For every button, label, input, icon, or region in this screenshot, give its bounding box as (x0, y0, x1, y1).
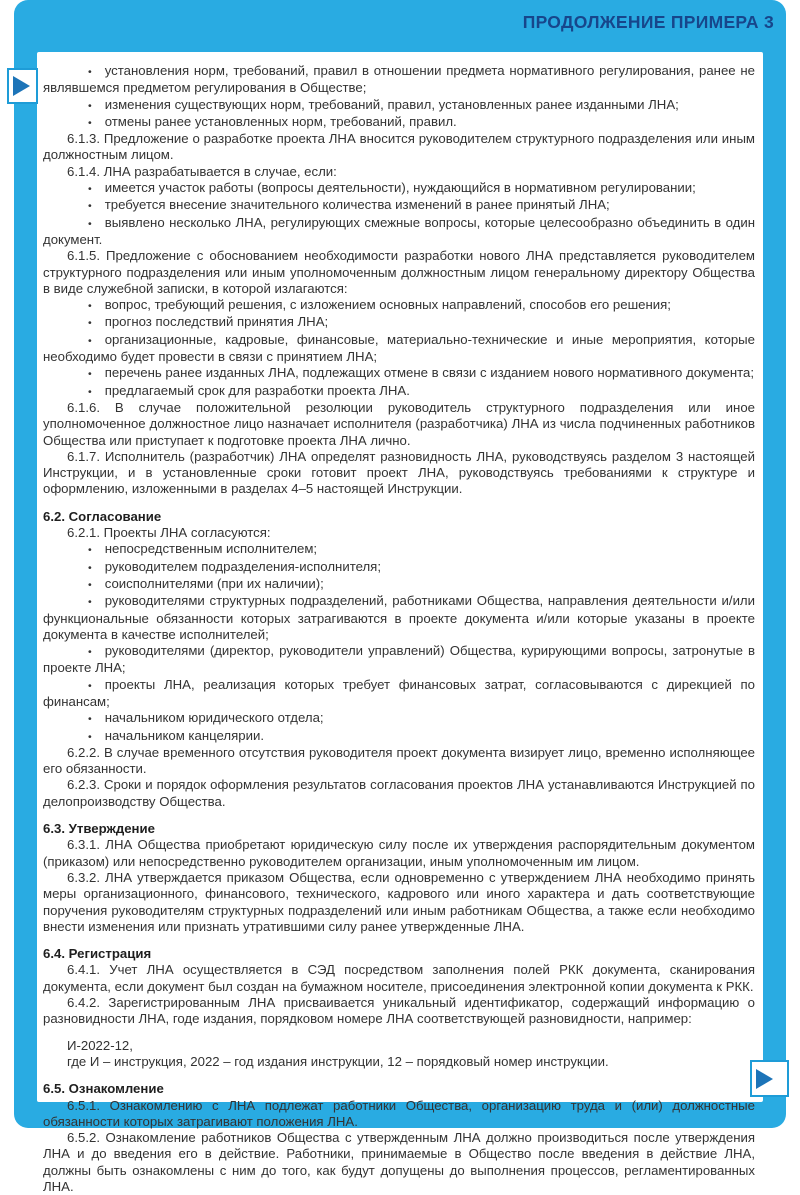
paragraph: 6.3.2. ЛНА утверждается приказом Общества, если одновременно с утверждением ЛНА необходимо принять меры организационного, финансового, технического, кадрового или иного характера и дать соответствующие поручения руководителям структурных подразделений или иным работникам Общества, а также если необходимо внести изменения или признать утратившими силу ранее утвержденные ЛНА. (43, 869, 755, 934)
paragraph: 6.3.1. ЛНА Общества приобретают юридическую силу после их утверждения распорядительным документом (приказом) или непосредственно руководителем организации, иным уполномоченным им лицом. (43, 837, 755, 869)
page-frame (14, 0, 786, 1194)
section-heading: 6.2. Согласование (43, 508, 162, 524)
continuation-marker-right (750, 1060, 789, 1097)
bullet-list-item: • установления норм, требований, правил в отношении предмета нормативного регулирования, ранее не являвшемся предметом регулирования в Обществе; (43, 63, 755, 97)
paragraph: 6.1.6. В случае положительной резолюции руководитель структурного подразделения или иное уполномоченное должностное лицо назначает исполнителя (разработчика) ЛНА из числа подчиненных работников Общества или приступает к подготовке проекта ЛНА лично. (43, 399, 755, 448)
paragraph: 6.2.1. Проекты ЛНА согласуются: (67, 525, 271, 541)
example-line: где И – инструкция, 2022 – год издания инструкции, 12 – порядковый номер инструкции. (67, 1053, 609, 1069)
section-heading: 6.4. Регистрация (43, 946, 152, 962)
bullet-list-item: • выявлено несколько ЛНА, регулирующих смежные вопросы, которые целесообразно объединить в один документ. (43, 215, 755, 249)
bullet-list-item: • предлагаемый срок для разработки проекта ЛНА. (43, 383, 755, 400)
bullet-list-item: • руководителем подразделения-исполнителя; (43, 559, 755, 576)
document-card (37, 52, 763, 1194)
paragraph: 6.1.7. Исполнитель (разработчик) ЛНА определят разновидность ЛНА, руководствуясь разделом 3 настоящей Инструкции, и в установленные сроки готовит проект ЛНА, руководствуясь требованиями к структуре и оформлению, изложенными в разделах 4–5 настоящей Инструкции. (43, 448, 755, 497)
bullet-list-item: • требуется внесение значительного количества изменений в ранее принятый ЛНА; (43, 197, 755, 214)
bullet-list-item: • начальником юридического отдела; (43, 710, 755, 727)
paragraph: 6.1.5. Предложение с обоснованием необходимости разработки нового ЛНА представляется руководителем структурного подразделения или иным уполномоченным должностным лицом генеральному директору Общества в виде служебной записки, в которой излагаются: (43, 248, 755, 296)
example-line: И-2022-12, (67, 1037, 133, 1053)
bullet-list-item: • отмены ранее установленных норм, требований, правил. (43, 114, 755, 131)
bullet-list-item: • имеется участок работы (вопросы деятельности), нуждающийся в нормативном регулировании; (43, 180, 755, 197)
paragraph: 6.4.2. Зарегистрированным ЛНА присваивается уникальный идентификатор, содержащий информацию о разновидности ЛНА, годе издания, порядковом номере ЛНА соответствующей разновидности, например: (43, 995, 755, 1027)
paragraph: 6.4.1. Учет ЛНА осуществляется в СЭД посредством заполнения полей РКК документа, сканирования документа, если документ был создан на бумажном носителе, присоединения электронной копии документа к РКК. (43, 962, 755, 994)
paragraph: 6.1.3. Предложение о разработке проекта ЛНА вносится руководителем структурного подразделения или иным должностным лицом. (43, 131, 755, 163)
section-heading: 6.5. Ознакомление (43, 1081, 164, 1097)
bullet-list-item: • руководителями (директор, руководители управлений) Общества, курирующими вопросы, затронутые в проекте ЛНА; (43, 643, 755, 677)
continuation-marker-left (7, 68, 38, 104)
example-identifier-block (43, 1038, 755, 1071)
page-header-label: ПРОДОЛЖЕНИЕ ПРИМЕРА 3 (522, 12, 774, 32)
bullet-list-item: • проекты ЛНА, реализация которых требует финансовых затрат, согласовываются с дирекцией по финансам; (43, 677, 755, 711)
bullet-list-item: • прогноз последствий принятия ЛНА; (43, 314, 755, 331)
bullet-list-item: • руководителями структурных подразделений, работниками Общества, направления деятельности и/или функциональные обязанности которых затрагиваются в проекте документа и/или которые указаны в проекте документа в качестве исполнителей; (43, 593, 755, 643)
paragraph: 6.5.2. Ознакомление работников Общества с утвержденным ЛНА должно производиться после утверждения ЛНА и до введения его в действие. Работники, принимаемые в Общество после введения в действие ЛНА, должны быть ознакомлены с ним до того, как будут допущены до выполнения процессов, регламентированных ЛНА. (43, 1130, 755, 1194)
bullet-list-item: • организационные, кадровые, финансовые, материально-технические и иные мероприятия, которые необходимо будет провести в связи с принятием ЛНА; (43, 332, 755, 366)
bullet-list-item: • непосредственным исполнителем; (43, 541, 755, 558)
bullet-list-item: • соисполнителями (при их наличии); (43, 576, 755, 593)
right-arrow-icon (13, 76, 30, 96)
paragraph: 6.2.3. Сроки и порядок оформления результатов согласования проектов ЛНА устанавливаются Инструкцией по делопроизводству Общества. (43, 777, 755, 809)
right-arrow-icon (756, 1069, 773, 1089)
paragraph: 6.5.1. Ознакомлению с ЛНА подлежат работники Общества, организацию труда и (или) должностные обязанности которых затрагивают положения ЛНА. (43, 1097, 755, 1129)
section-heading: 6.3. Утверждение (43, 821, 155, 837)
bullet-list-item: • начальником канцелярии. (43, 728, 755, 745)
bullet-list-item: • перечень ранее изданных ЛНА, подлежащих отмене в связи с изданием нового нормативного документа; (43, 365, 755, 382)
document-content (37, 52, 763, 1195)
bullet-list-item: • вопрос, требующий решения, с изложением основных направлений, способов его решения; (43, 297, 755, 314)
paragraph: 6.1.4. ЛНА разрабатывается в случае, если: (67, 163, 337, 179)
paragraph: 6.2.2. В случае временного отсутствия руководителя проект документа визирует лицо, временно исполняющее его обязанности. (43, 744, 755, 777)
bullet-list-item: • изменения существующих норм, требований, правил, установленных ранее изданными ЛНА; (43, 97, 755, 114)
